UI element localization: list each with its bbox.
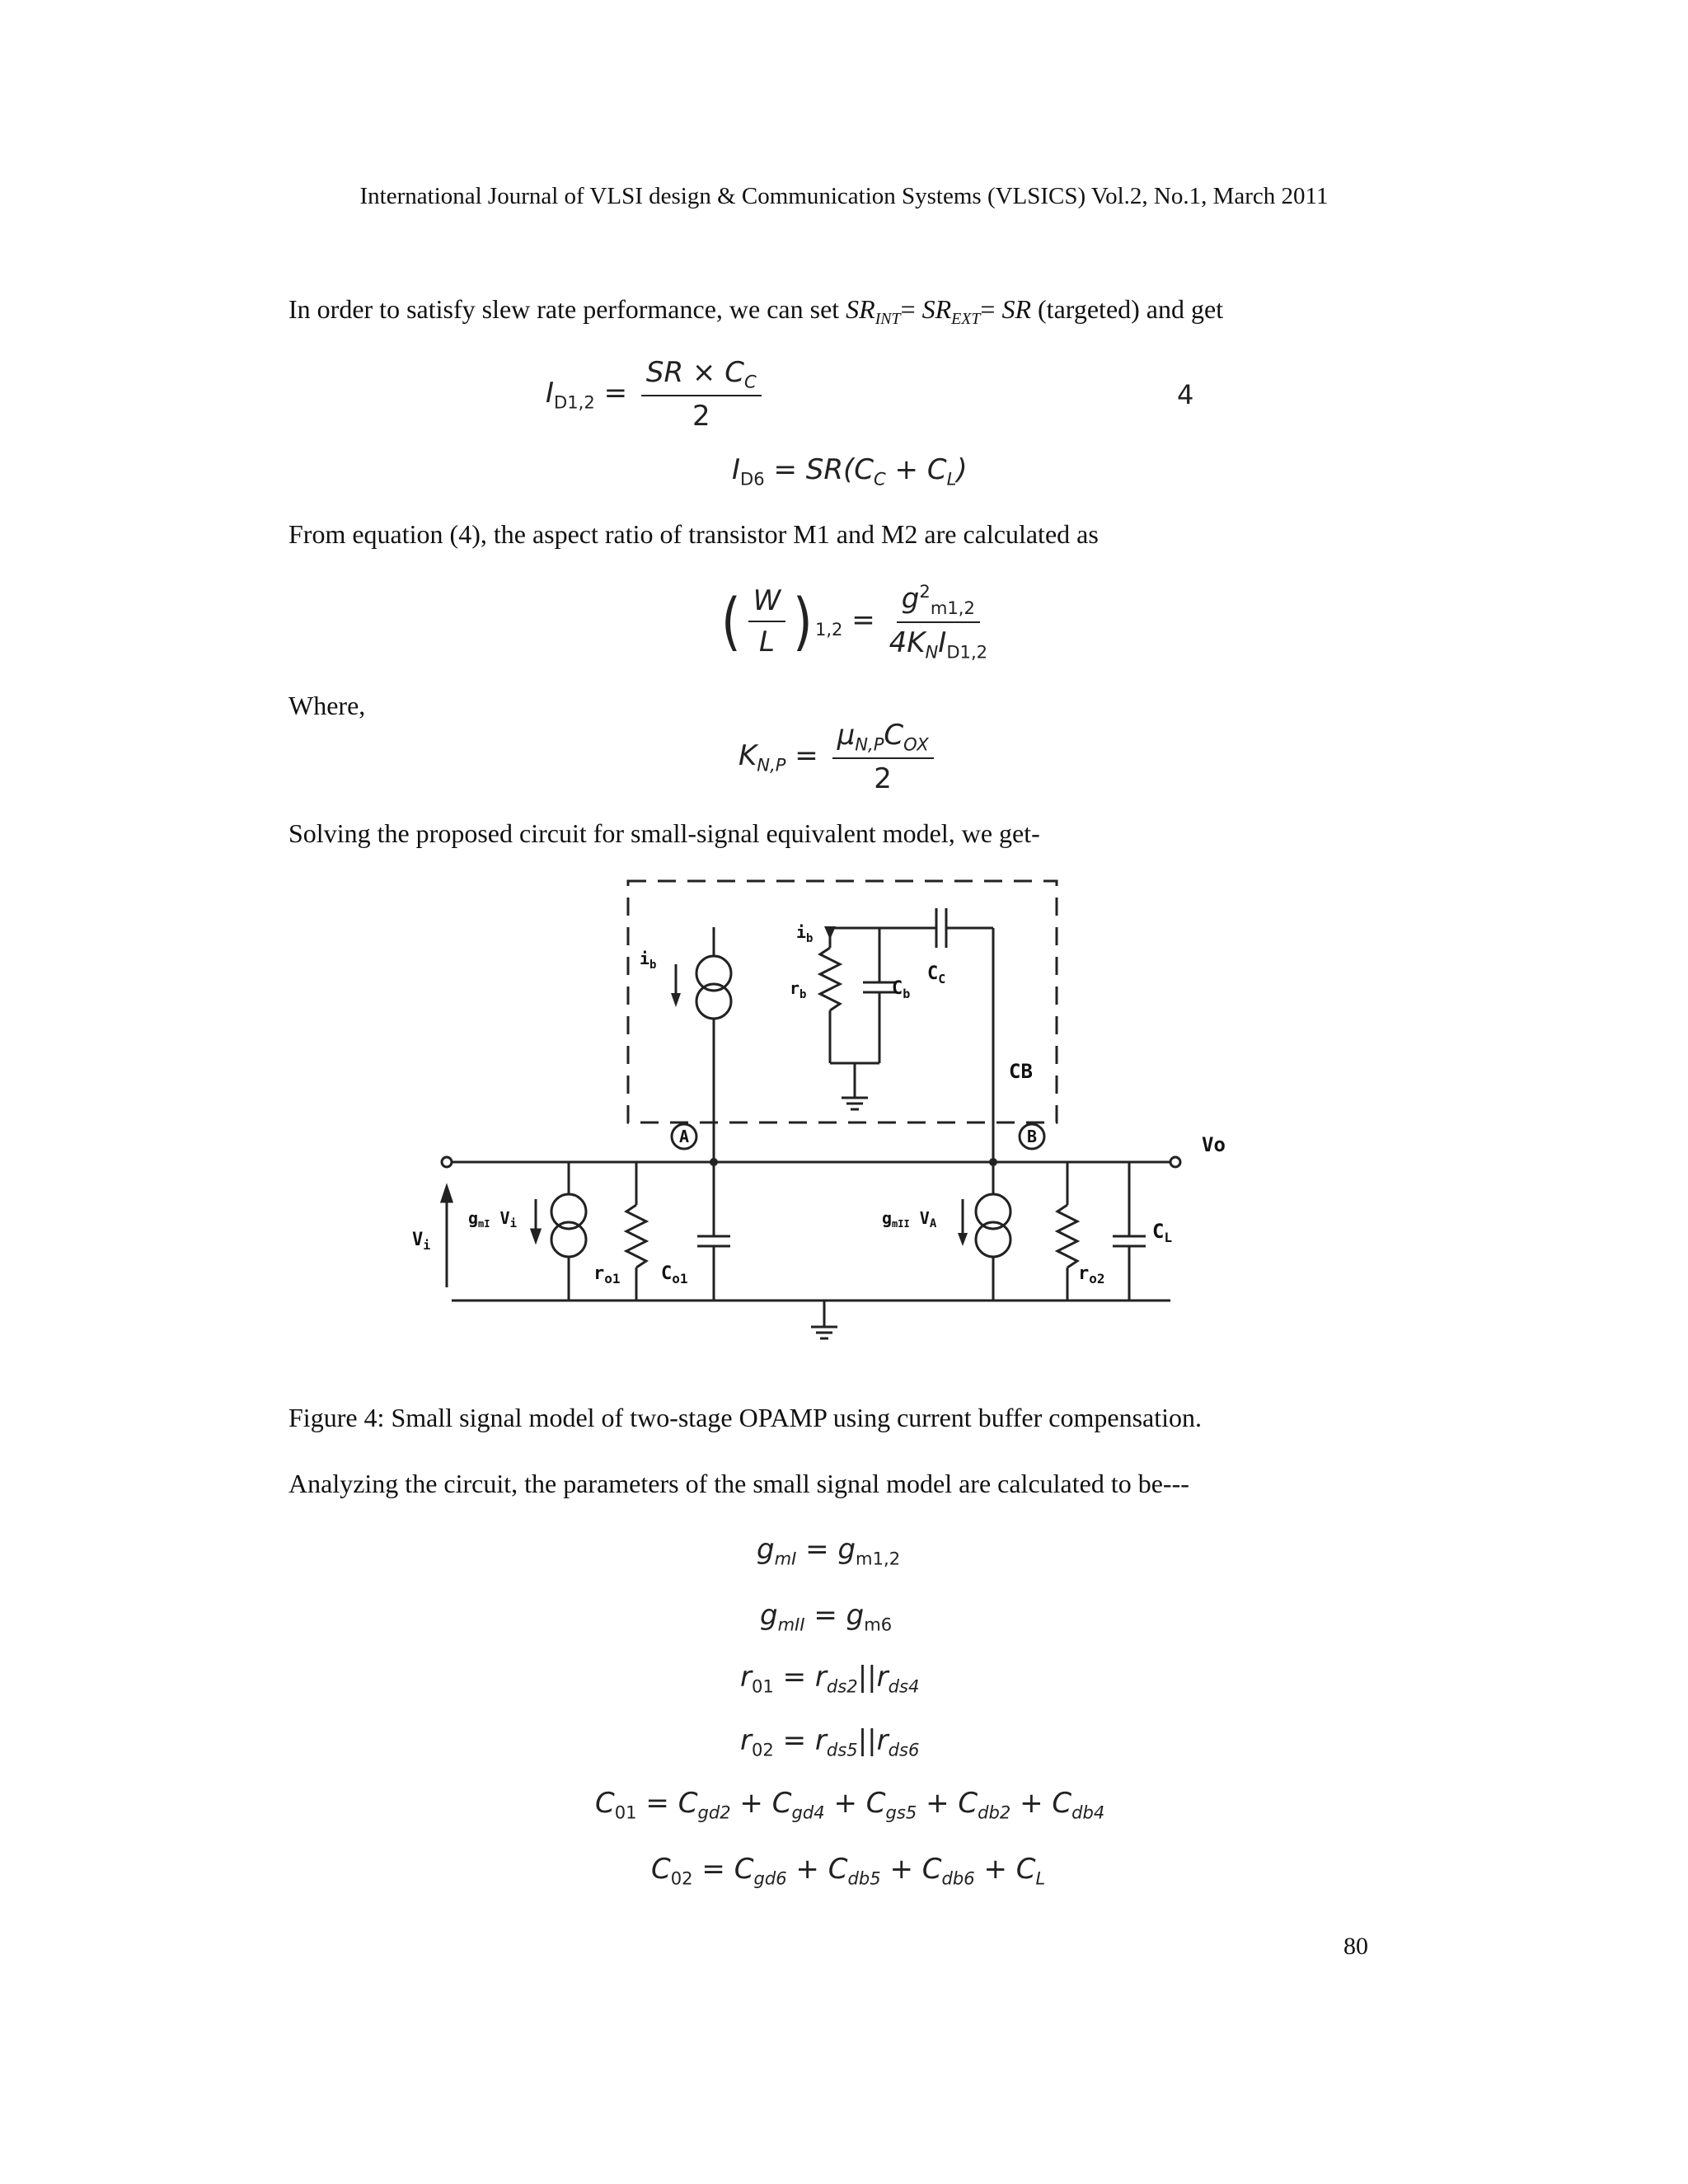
node-a-label: A (678, 1127, 690, 1146)
cb-block-label: CB (1009, 1060, 1033, 1083)
equation-id12: $I_{D1,2}$ = $\frac{SR \times C_C}{2}$ (546, 356, 767, 433)
equation-r01: $r_{01} = r_{ds2}||r_{ds4}$ (740, 1661, 920, 1697)
gm1-current-source (551, 1194, 586, 1229)
aspect-ratio-paragraph: From equation (4), the aspect ratio of transistor M1 and M2 are calculated as (288, 519, 1099, 549)
ro2-label: $r_{o2}$ (1078, 1263, 1105, 1286)
figure-caption: Figure 4: Small signal model of two-stage OPAMP using current buffer compensation. (288, 1403, 1203, 1432)
ro1-label: $r_{o1}$ (593, 1263, 621, 1286)
equation-gmii: $g_{mII} = g_{m6}$ (760, 1599, 893, 1635)
small-signal-circuit (412, 865, 1236, 1360)
ro2-resistor (1057, 1205, 1077, 1268)
equation-number: 4 (1177, 379, 1194, 410)
vo-label: Vo (1202, 1133, 1226, 1156)
page-number: 80 (1343, 1933, 1368, 1960)
analysis-paragraph: Analyzing the circuit, the parameters of the small signal model are calculated to be--- (288, 1469, 1189, 1498)
node-b-label: B (1026, 1127, 1038, 1146)
cl-label: $C_L$ (1152, 1220, 1173, 1245)
equation-c02: $C_{02} = C_{gd6} + C_{db5} + C_{db6} + C_L$ (651, 1853, 1046, 1889)
equation-c01: $C_{01} = C_{gd2} + C_{gd4} + C_{gs5} + C_{db2} + C_{db4}$ (595, 1787, 1105, 1823)
vi-label: $V_i$ (412, 1230, 431, 1253)
rb-resistor (820, 948, 840, 1010)
ib-label-right: $i_b$ (796, 922, 814, 945)
slew-rate-paragraph: In order to satisfy slew rate performance, we can set $SR_{INT}= SR_{EXT}=$ SR (targeted) and get (288, 294, 1224, 328)
journal-header: International Journal of VLSI design & Communication Systems (VLSICS) Vol.2, No.1, March 2011 (359, 183, 1329, 209)
gm2-current-source (976, 1194, 1010, 1229)
equation-aspect-ratio: ( $\frac{W}{L}$ ) $_{1,2}$ = $\frac{g^2_{m1,2}}{4K_NI_{D1,2}}$ (720, 581, 988, 663)
ro1-resistor (626, 1205, 646, 1268)
small-signal-paragraph: Solving the proposed circuit for small-signal equivalent model, we get- (288, 818, 1040, 848)
cc-label: $C_C$ (927, 963, 946, 987)
where-label: Where, (288, 691, 366, 720)
equation-r02: $r_{02} = r_{ds5}||r_{ds6}$ (740, 1724, 920, 1760)
equation-gmi: $g_{mI} = g_{m1,2}$ (757, 1533, 901, 1569)
equation-k: $K_{N,P}$ = $\frac{\mu_{N,P}C_{OX}}{2}$ (738, 719, 939, 795)
co1-label: $C_{o1}$ (661, 1263, 688, 1286)
cb-label: $C_b$ (892, 978, 911, 1001)
ib-current-source (696, 956, 731, 991)
rb-label: $r_b$ (790, 978, 807, 1001)
equation-id6: $I_{D6} = SR(C_C + C_L)$ (732, 453, 968, 490)
ib-label-left: $i_b$ (640, 949, 657, 972)
gm1-label: $g_{mI}$ $V_i$ (468, 1208, 518, 1230)
gm2-label: $g_{mII}$ $V_A$ (882, 1208, 937, 1230)
